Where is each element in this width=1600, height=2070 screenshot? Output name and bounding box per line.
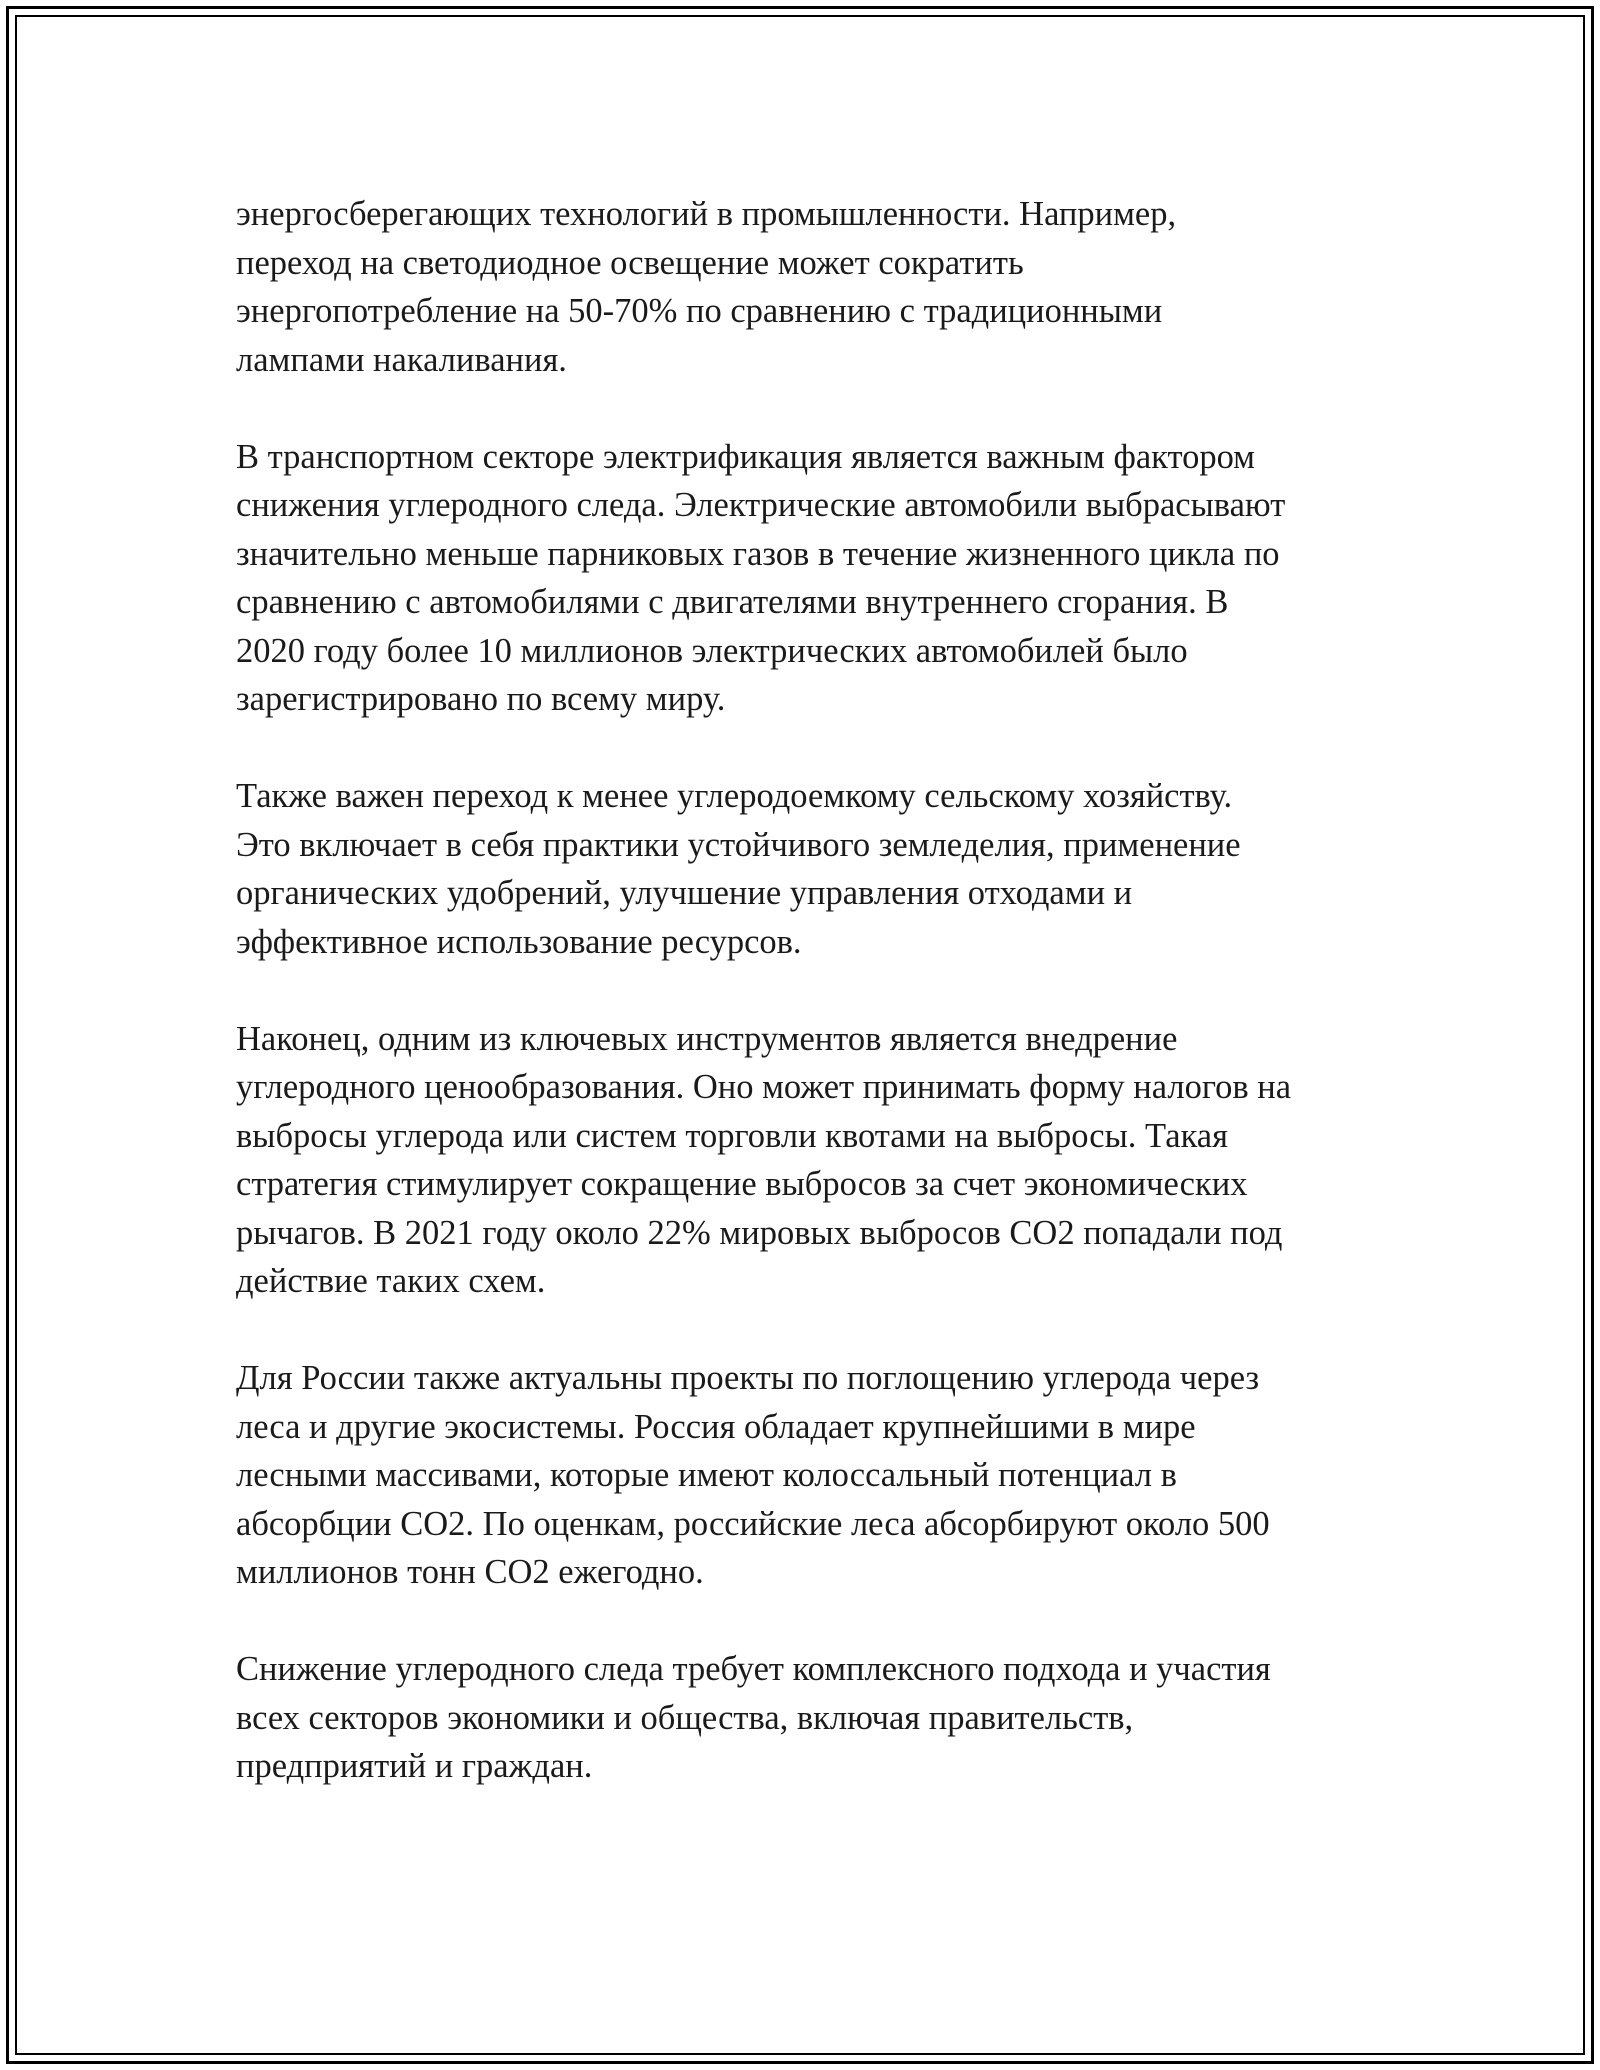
text-line: всех секторов экономики и общества, включая правительств, (236, 1698, 1134, 1737)
text-line: энергосберегающих технологий в промышленности. Например, (236, 195, 1177, 233)
paragraph-forests (236, 1354, 1376, 1597)
text-line: Также важен переход к менее углеродоемкому сельскому хозяйству. (236, 777, 1233, 815)
text-line: снижения углеродного следа. Электрические автомобили выбрасывают (236, 486, 1286, 524)
text-line: В транспортном секторе электрификация является важным фактором (236, 437, 1256, 476)
paragraph-transport (236, 433, 1376, 724)
text-line: Это включает в себя практики устойчивого земледелия, применение (236, 825, 1241, 864)
text-line: сравнению с автомобилями с двигателями внутреннего сгорания. В (236, 583, 1229, 621)
text-line: выбросы углерода или систем торговли квотами на выбросы. Такая (236, 1116, 1228, 1155)
text-line: Наконец, одним из ключевых инструментов является внедрение (236, 1019, 1178, 1058)
text-line: Снижение углеродного следа требует комплексного подхода и участия (236, 1650, 1271, 1688)
paragraph-energy-saving (236, 190, 1376, 384)
text-line: стратегия стимулирует сокращение выбросов за счет экономических (236, 1165, 1248, 1203)
text-line: леса и другие экосистемы. Россия обладает крупнейшими в мире (236, 1407, 1196, 1446)
text-line: Для России также актуальны проекты по поглощению углерода через (236, 1359, 1260, 1397)
text-line: предприятий и граждан. (236, 1747, 593, 1785)
text-line: рычагов. В 2021 году около 22% мировых выбросов CO2 попадали под (236, 1213, 1283, 1252)
text-line: углеродного ценообразования. Оно может принимать форму налогов на (236, 1068, 1292, 1106)
text-line: лампами накаливания. (236, 340, 567, 379)
paragraph-agriculture (236, 772, 1376, 966)
text-line: энергопотребление на 50-70% по сравнению с традиционными (236, 292, 1163, 330)
paragraph-conclusion (236, 1645, 1376, 1791)
document-body (236, 190, 1376, 1839)
text-line: органических удобрений, улучшение управления отходами и (236, 874, 1133, 912)
text-line: значительно меньше парниковых газов в течение жизненного цикла по (236, 534, 1280, 573)
text-line: переход на светодиодное освещение может сократить (236, 243, 1024, 282)
text-line: миллионов тонн CO2 ежегодно. (236, 1553, 704, 1591)
text-line: абсорбции CO2. По оценкам, российские леса абсорбируют около 500 (236, 1504, 1270, 1543)
text-line: 2020 году более 10 миллионов электрических автомобилей было (236, 631, 1188, 670)
paragraph-carbon-pricing (236, 1015, 1376, 1306)
text-line: эффективное использование ресурсов. (236, 922, 802, 961)
text-line: действие таких схем. (236, 1262, 546, 1300)
text-line: лесными массивами, которые имеют колоссальный потенциал в (236, 1456, 1177, 1494)
text-line: зарегистрировано по всему миру. (236, 680, 726, 718)
